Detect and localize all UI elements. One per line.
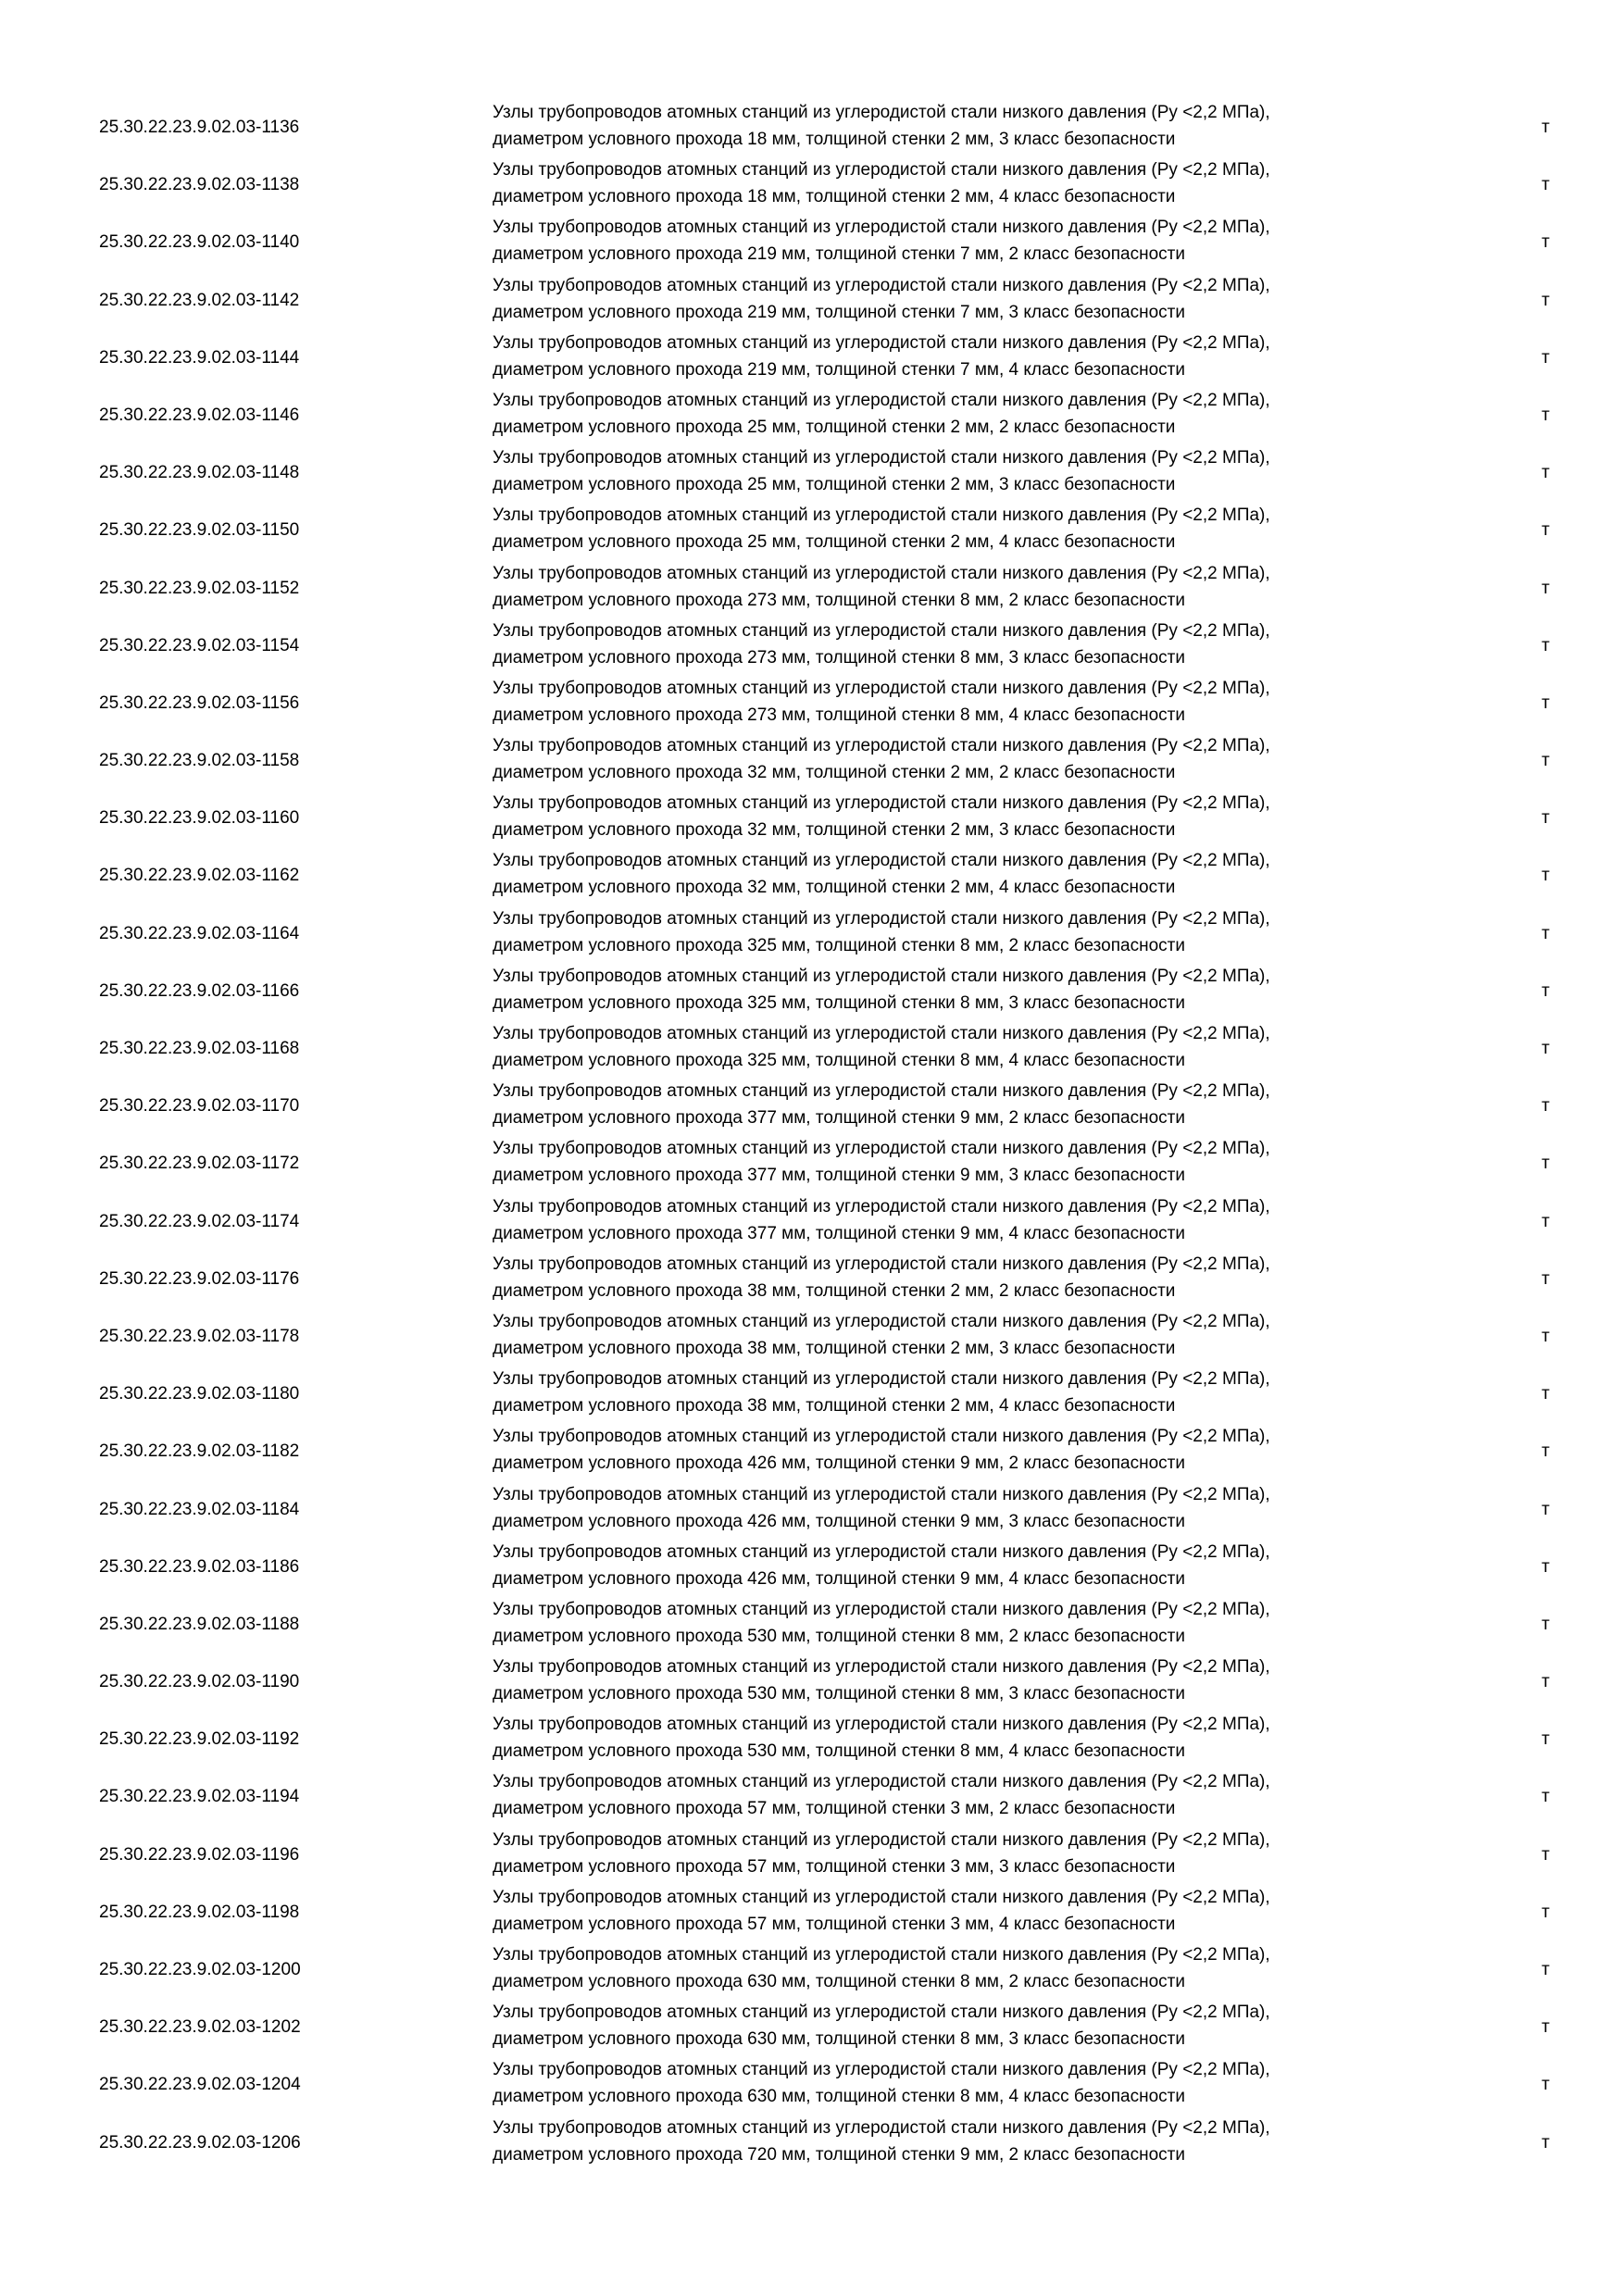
table-row: [0, 1653, 1624, 1710]
item-code: 25.30.22.23.9.02.03-1200: [99, 1960, 301, 1979]
description-line-2: диаметром условного прохода 720 мм, толщиной стенки 9 мм, 2 класс безопасности: [493, 2144, 1185, 2165]
item-code: 25.30.22.23.9.02.03-1204: [99, 2075, 301, 2095]
item-description: [493, 790, 1511, 843]
item-unit: т: [1542, 635, 1550, 655]
table-row: [0, 905, 1624, 962]
description-line-1: Узлы трубопроводов атомных станций из углеродистой стали низкого давления (Ру <2,2 МПа),: [493, 275, 1270, 295]
description-line-2: диаметром условного прохода 25 мм, толщиной стенки 2 мм, 3 класс безопасности: [493, 475, 1176, 495]
item-code: 25.30.22.23.9.02.03-1158: [99, 751, 300, 771]
item-description: [493, 963, 1511, 1017]
table-row: [0, 2114, 1624, 2171]
description-line-1: Узлы трубопроводов атомных станций из углеродистой стали низкого давления (Ру <2,2 МПа),: [493, 1081, 1270, 1102]
item-code: 25.30.22.23.9.02.03-1172: [99, 1154, 300, 1174]
item-unit: т: [1542, 2132, 1550, 2152]
description-line-1: Узлы трубопроводов атомных станций из углеродистой стали низкого давления (Ру <2,2 МПа),: [493, 2117, 1270, 2138]
description-line-1: Узлы трубопроводов атомных станций из углеродистой стали низкого давления (Ру <2,2 МПа),: [493, 1369, 1270, 1390]
item-code: 25.30.22.23.9.02.03-1174: [99, 1211, 300, 1231]
table-row: [0, 559, 1624, 617]
table-row: [0, 443, 1624, 501]
item-code: 25.30.22.23.9.02.03-1162: [99, 866, 300, 886]
item-unit: т: [1542, 1326, 1550, 1346]
item-description: [493, 1423, 1511, 1477]
item-description: [493, 99, 1511, 153]
description-line-1: Узлы трубопроводов атомных станций из углеродистой стали низкого давления (Ру <2,2 МПа),: [493, 1715, 1270, 1735]
item-description: [493, 847, 1511, 901]
item-unit: т: [1542, 866, 1550, 886]
description-line-2: диаметром условного прохода 273 мм, толщиной стенки 8 мм, 2 класс безопасности: [493, 590, 1185, 610]
table-row: [0, 329, 1624, 386]
item-description: [493, 156, 1511, 210]
item-description: [493, 2115, 1511, 2168]
description-line-1: Узлы трубопроводов атомных станций из углеродистой стали низкого давления (Ру <2,2 МПа),: [493, 160, 1270, 181]
description-line-1: Узлы трубопроводов атомных станций из углеродистой стали низкого давления (Ру <2,2 МПа),: [493, 448, 1270, 468]
description-line-1: Узлы трубопроводов атомных станций из углеродистой стали низкого давления (Ру <2,2 МПа),: [493, 1541, 1270, 1562]
description-line-1: Узлы трубопроводов атомных станций из углеродистой стали низкого давления (Ру <2,2 МПа),: [493, 908, 1270, 929]
description-line-2: диаметром условного прохода 219 мм, толщиной стенки 7 мм, 4 класс безопасности: [493, 359, 1185, 380]
item-unit: т: [1542, 1154, 1550, 1174]
description-line-2: диаметром условного прохода 530 мм, толщиной стенки 8 мм, 2 класс безопасности: [493, 1626, 1185, 1646]
item-unit: т: [1542, 175, 1550, 195]
item-description: [493, 1884, 1511, 1938]
item-description: [493, 214, 1511, 268]
item-unit: т: [1542, 463, 1550, 483]
item-unit: т: [1542, 923, 1550, 943]
item-unit: т: [1542, 693, 1550, 713]
table-row: [0, 846, 1624, 904]
description-line-1: Узлы трубопроводов атомных станций из углеродистой стали низкого давления (Ру <2,2 МПа),: [493, 1772, 1270, 1792]
item-code: 25.30.22.23.9.02.03-1146: [99, 405, 300, 425]
item-description: [493, 1135, 1511, 1189]
description-line-1: Узлы трубопроводов атомных станций из углеродистой стали низкого давления (Ру <2,2 МПа),: [493, 1829, 1270, 1850]
table-row: [0, 1826, 1624, 1883]
description-line-1: Узлы трубопроводов атомных станций из углеродистой стали низкого давления (Ру <2,2 МПа),: [493, 1311, 1270, 1331]
item-description: [493, 502, 1511, 555]
table-row: [0, 731, 1624, 789]
table-row: [0, 1767, 1624, 1825]
item-code: 25.30.22.23.9.02.03-1154: [99, 635, 300, 655]
item-description: [493, 560, 1511, 614]
table-row: [0, 1710, 1624, 1767]
item-description: [493, 1078, 1511, 1131]
item-code: 25.30.22.23.9.02.03-1156: [99, 693, 300, 713]
item-unit: т: [1542, 118, 1550, 137]
description-line-1: Узлы трубопроводов атомных станций из углеродистой стали низкого давления (Ру <2,2 МПа),: [493, 1484, 1270, 1504]
description-line-1: Узлы трубопроводов атомных станций из углеродистой стали низкого давления (Ру <2,2 МПа),: [493, 1427, 1270, 1447]
table-row: [0, 213, 1624, 270]
item-unit: т: [1542, 808, 1550, 829]
table-row: [0, 674, 1624, 731]
item-description: [493, 330, 1511, 383]
item-unit: т: [1542, 751, 1550, 771]
description-line-2: диаметром условного прохода 530 мм, толщиной стенки 8 мм, 3 класс безопасности: [493, 1684, 1185, 1704]
table-row: [0, 1192, 1624, 1250]
description-line-1: Узлы трубопроводов атомных станций из углеродистой стали низкого давления (Ру <2,2 МПа),: [493, 1657, 1270, 1678]
description-line-2: диаметром условного прохода 630 мм, толщиной стенки 8 мм, 2 класс безопасности: [493, 1972, 1185, 1991]
description-line-1: Узлы трубопроводов атомных станций из углеродистой стали низкого давления (Ру <2,2 МПа),: [493, 563, 1270, 583]
item-description: [493, 1711, 1511, 1765]
table-row: [0, 1250, 1624, 1307]
description-line-2: диаметром условного прохода 38 мм, толщиной стенки 2 мм, 2 класс безопасности: [493, 1280, 1176, 1301]
description-line-1: Узлы трубопроводов атомных станций из углеродистой стали низкого давления (Ру <2,2 МПа),: [493, 103, 1270, 122]
description-line-2: диаметром условного прохода 32 мм, толщиной стенки 2 мм, 2 класс безопасности: [493, 763, 1176, 783]
item-code: 25.30.22.23.9.02.03-1178: [99, 1326, 300, 1346]
description-line-2: диаметром условного прохода 530 мм, толщиной стенки 8 мм, 4 класс безопасности: [493, 1741, 1185, 1762]
description-line-2: диаметром условного прохода 426 мм, толщиной стенки 9 мм, 2 класс безопасности: [493, 1454, 1185, 1474]
item-unit: т: [1542, 1556, 1550, 1577]
description-line-1: Узлы трубопроводов атомных станций из углеродистой стали низкого давления (Ру <2,2 МПа),: [493, 1139, 1270, 1159]
description-line-2: диаметром условного прохода 25 мм, толщиной стенки 2 мм, 4 класс безопасности: [493, 532, 1176, 553]
description-line-2: диаметром условного прохода 426 мм, толщиной стенки 9 мм, 4 класс безопасности: [493, 1568, 1185, 1589]
item-code: 25.30.22.23.9.02.03-1176: [99, 1268, 300, 1289]
table-row: [0, 1365, 1624, 1422]
item-unit: т: [1542, 347, 1550, 368]
item-code: 25.30.22.23.9.02.03-1192: [99, 1729, 300, 1750]
item-unit: т: [1542, 1787, 1550, 1807]
description-line-1: Узлы трубопроводов атомных станций из углеродистой стали низкого давления (Ру <2,2 МПа),: [493, 793, 1270, 814]
table-row: [0, 1940, 1624, 1998]
description-line-2: диаметром условного прохода 630 мм, толщиной стенки 8 мм, 3 класс безопасности: [493, 2029, 1185, 2050]
description-line-1: Узлы трубопроводов атомных станций из углеродистой стали низкого давления (Ру <2,2 МПа),: [493, 620, 1270, 641]
item-description: [493, 1596, 1511, 1650]
description-line-2: диаметром условного прохода 57 мм, толщиной стенки 3 мм, 4 класс безопасности: [493, 1914, 1176, 1934]
description-line-1: Узлы трубопроводов атомных станций из углеродистой стали низкого давления (Ру <2,2 МПа),: [493, 2060, 1270, 2080]
item-description: [493, 1768, 1511, 1822]
table-row: [0, 1480, 1624, 1538]
item-description: [493, 444, 1511, 498]
description-line-2: диаметром условного прохода 325 мм, толщиной стенки 8 мм, 3 класс безопасности: [493, 992, 1185, 1013]
table-row: [0, 501, 1624, 558]
item-unit: т: [1542, 1672, 1550, 1692]
item-description: [493, 732, 1511, 786]
item-code: 25.30.22.23.9.02.03-1186: [99, 1556, 300, 1577]
item-code: 25.30.22.23.9.02.03-1206: [99, 2132, 301, 2152]
table-row: [0, 156, 1624, 213]
item-unit: т: [1542, 1614, 1550, 1634]
item-unit: т: [1542, 405, 1550, 425]
item-unit: т: [1542, 1384, 1550, 1404]
description-line-1: Узлы трубопроводов атомных станций из углеродистой стали низкого давления (Ру <2,2 МПа),: [493, 678, 1270, 698]
description-line-2: диаметром условного прохода 325 мм, толщиной стенки 8 мм, 4 класс безопасности: [493, 1051, 1185, 1070]
description-line-2: диаметром условного прохода 32 мм, толщиной стенки 2 мм, 4 класс безопасности: [493, 878, 1176, 898]
item-description: [493, 2056, 1511, 2110]
item-description: [493, 1653, 1511, 1707]
item-unit: т: [1542, 520, 1550, 541]
description-line-2: диаметром условного прохода 219 мм, толщиной стенки 7 мм, 2 класс безопасности: [493, 244, 1185, 265]
item-description: [493, 675, 1511, 729]
table-row: [0, 1998, 1624, 2055]
item-code: 25.30.22.23.9.02.03-1168: [99, 1039, 300, 1058]
description-line-1: Узлы трубопроводов атомных станций из углеродистой стали низкого давления (Ру <2,2 МПа),: [493, 1945, 1270, 1965]
item-unit: т: [1542, 1960, 1550, 1979]
description-line-1: Узлы трубопроводов атомных станций из углеродистой стали низкого давления (Ру <2,2 МПа),: [493, 1887, 1270, 1907]
item-description: [493, 272, 1511, 326]
item-description: [493, 1827, 1511, 1880]
description-line-1: Узлы трубопроводов атомных станций из углеродистой стали низкого давления (Ру <2,2 МПа),: [493, 851, 1270, 871]
item-unit: т: [1542, 1441, 1550, 1462]
item-code: 25.30.22.23.9.02.03-1150: [99, 520, 300, 541]
item-unit: т: [1542, 1729, 1550, 1750]
description-line-2: диаметром условного прохода 38 мм, толщиной стенки 2 мм, 4 класс безопасности: [493, 1396, 1176, 1416]
description-line-2: диаметром условного прохода 18 мм, толщиной стенки 2 мм, 4 класс безопасности: [493, 187, 1176, 207]
item-unit: т: [1542, 1096, 1550, 1117]
item-unit: т: [1542, 1268, 1550, 1289]
description-line-2: диаметром условного прохода 273 мм, толщиной стенки 8 мм, 4 класс безопасности: [493, 705, 1185, 725]
item-unit: т: [1542, 1499, 1550, 1519]
table-row: [0, 98, 1624, 156]
table-row: [0, 271, 1624, 329]
description-line-2: диаметром условного прохода 273 мм, толщиной стенки 8 мм, 3 класс безопасности: [493, 647, 1185, 668]
item-code: 25.30.22.23.9.02.03-1182: [99, 1441, 300, 1462]
description-line-2: диаметром условного прохода 219 мм, толщиной стенки 7 мм, 3 класс безопасности: [493, 302, 1185, 322]
table-row: [0, 789, 1624, 846]
item-code: 25.30.22.23.9.02.03-1136: [99, 118, 300, 137]
description-line-2: диаметром условного прохода 630 мм, толщиной стенки 8 мм, 4 класс безопасности: [493, 2087, 1185, 2107]
description-line-2: диаметром условного прохода 57 мм, толщиной стенки 3 мм, 3 класс безопасности: [493, 1856, 1176, 1877]
description-line-2: диаметром условного прохода 25 мм, толщиной стенки 2 мм, 2 класс безопасности: [493, 417, 1176, 437]
table-row: [0, 386, 1624, 443]
item-code: 25.30.22.23.9.02.03-1190: [99, 1672, 300, 1692]
item-code: 25.30.22.23.9.02.03-1184: [99, 1499, 300, 1519]
description-line-2: диаметром условного прохода 377 мм, толщиной стенки 9 мм, 4 класс безопасности: [493, 1223, 1185, 1243]
item-code: 25.30.22.23.9.02.03-1148: [99, 463, 300, 483]
description-line-2: диаметром условного прохода 377 мм, толщиной стенки 9 мм, 3 класс безопасности: [493, 1166, 1185, 1186]
item-description: [493, 1193, 1511, 1247]
item-code: 25.30.22.23.9.02.03-1198: [99, 1902, 300, 1922]
item-description: [493, 1308, 1511, 1362]
item-code: 25.30.22.23.9.02.03-1196: [99, 1844, 300, 1865]
item-code: 25.30.22.23.9.02.03-1164: [99, 923, 300, 943]
description-line-1: Узлы трубопроводов атомных станций из углеродистой стали низкого давления (Ру <2,2 МПа),: [493, 1599, 1270, 1619]
item-description: [493, 1999, 1511, 2053]
item-code: 25.30.22.23.9.02.03-1194: [99, 1787, 300, 1807]
item-description: [493, 905, 1511, 959]
description-line-2: диаметром условного прохода 325 мм, толщиной стенки 8 мм, 2 класс безопасности: [493, 935, 1185, 955]
item-unit: т: [1542, 1902, 1550, 1922]
description-line-2: диаметром условного прохода 377 мм, толщиной стенки 9 мм, 2 класс безопасности: [493, 1108, 1185, 1129]
description-line-2: диаметром условного прохода 18 мм, толщиной стенки 2 мм, 3 класс безопасности: [493, 130, 1176, 149]
description-line-2: диаметром условного прохода 32 мм, толщиной стенки 2 мм, 3 класс безопасности: [493, 820, 1176, 841]
item-code: 25.30.22.23.9.02.03-1170: [99, 1096, 300, 1117]
item-description: [493, 1366, 1511, 1419]
item-code: 25.30.22.23.9.02.03-1142: [99, 290, 300, 310]
table-row: [0, 1883, 1624, 1940]
item-unit: т: [1542, 2017, 1550, 2038]
description-line-1: Узлы трубопроводов атомных станций из углеродистой стали низкого давления (Ру <2,2 МПа),: [493, 1196, 1270, 1217]
item-code: 25.30.22.23.9.02.03-1202: [99, 2017, 301, 2038]
table-row: [0, 1538, 1624, 1595]
description-line-1: Узлы трубопроводов атомных станций из углеродистой стали низкого давления (Ру <2,2 МПа),: [493, 1024, 1270, 1043]
item-description: [493, 1481, 1511, 1535]
item-description: [493, 1020, 1511, 1074]
item-unit: т: [1542, 578, 1550, 598]
table-row: [0, 962, 1624, 1019]
description-line-1: Узлы трубопроводов атомных станций из углеродистой стали низкого давления (Ру <2,2 МПа),: [493, 1254, 1270, 1274]
table-row: [0, 1595, 1624, 1653]
description-line-1: Узлы трубопроводов атомных станций из углеродистой стали низкого давления (Ру <2,2 МПа),: [493, 2003, 1270, 2023]
item-unit: т: [1542, 1211, 1550, 1231]
item-code: 25.30.22.23.9.02.03-1166: [99, 980, 300, 1001]
item-unit: т: [1542, 1039, 1550, 1058]
item-description: [493, 618, 1511, 671]
item-description: [493, 1251, 1511, 1304]
item-unit: т: [1542, 232, 1550, 253]
item-code: 25.30.22.23.9.02.03-1144: [99, 347, 300, 368]
description-line-2: диаметром условного прохода 426 мм, толщиной стенки 9 мм, 3 класс безопасности: [493, 1511, 1185, 1531]
item-code: 25.30.22.23.9.02.03-1180: [99, 1384, 300, 1404]
item-code: 25.30.22.23.9.02.03-1138: [99, 175, 300, 195]
description-line-2: диаметром условного прохода 38 мм, толщиной стенки 2 мм, 3 класс безопасности: [493, 1338, 1176, 1358]
description-line-1: Узлы трубопроводов атомных станций из углеродистой стали низкого давления (Ру <2,2 МПа),: [493, 736, 1270, 756]
description-line-1: Узлы трубопроводов атомных станций из углеродистой стали низкого давления (Ру <2,2 МПа),: [493, 966, 1270, 986]
description-line-2: диаметром условного прохода 57 мм, толщиной стенки 3 мм, 2 класс безопасности: [493, 1799, 1176, 1819]
table-row: [0, 1422, 1624, 1479]
item-description: [493, 1539, 1511, 1592]
description-line-1: Узлы трубопроводов атомных станций из углеродистой стали низкого давления (Ру <2,2 МПа),: [493, 218, 1270, 238]
item-description: [493, 387, 1511, 441]
table-row: [0, 2055, 1624, 2113]
item-unit: т: [1542, 290, 1550, 310]
description-line-1: Узлы трубопроводов атомных станций из углеродистой стали низкого давления (Ру <2,2 МПа),: [493, 390, 1270, 410]
table-row: [0, 1307, 1624, 1365]
item-code: 25.30.22.23.9.02.03-1188: [99, 1614, 300, 1634]
item-unit: т: [1542, 980, 1550, 1001]
item-unit: т: [1542, 2075, 1550, 2095]
table-row: [0, 1077, 1624, 1134]
item-unit: т: [1542, 1844, 1550, 1865]
table-row: [0, 1019, 1624, 1077]
item-description: [493, 1941, 1511, 1995]
description-line-1: Узлы трубопроводов атомных станций из углеродистой стали низкого давления (Ру <2,2 МПа),: [493, 332, 1270, 353]
item-code: 25.30.22.23.9.02.03-1160: [99, 808, 300, 829]
item-code: 25.30.22.23.9.02.03-1140: [99, 232, 300, 253]
price-table: [0, 98, 1624, 2171]
table-row: [0, 1134, 1624, 1192]
item-code: 25.30.22.23.9.02.03-1152: [99, 578, 300, 598]
table-row: [0, 617, 1624, 674]
description-line-1: Узлы трубопроводов атомных станций из углеродистой стали низкого давления (Ру <2,2 МПа),: [493, 505, 1270, 526]
